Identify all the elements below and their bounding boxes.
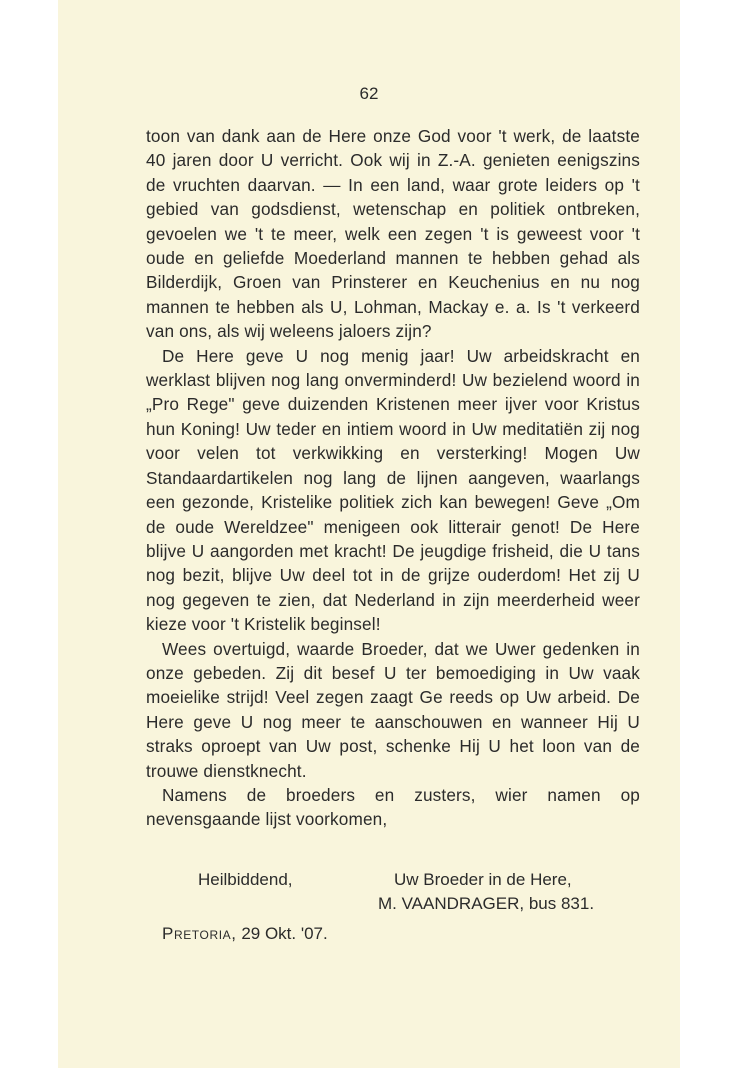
closing-salutation: Heilbiddend, — [198, 870, 293, 889]
letter-body — [146, 124, 640, 832]
sender-greeting: Uw Broeder in de Here, — [394, 870, 572, 889]
signature-block — [0, 870, 738, 920]
paragraph-3: Wees overtuigd, waarde Broeder, dat we Uwer gedenken in onze gebeden. Zij dit besef U ter bemoediging in Uw vaak moeielike strijd! Veel zegen zaagt Ge reeds op Uw arbeid. De Here geve U nog meer te aanschouwen en wanneer Hij U straks oproept van Uw post, schenke Hij U het loon van de trouwe dienstknecht. — [146, 638, 640, 781]
paragraph-1: toon van dank aan de Here onze God voor 't werk, de laatste 40 jaren door U verricht. Ook wij in Z.-A. genieten eenigszins de vruchten daarvan. — In een land, waar grote leiders op 't gebied van godsdienst, wetenschap en politiek ontbreken, gevoelen we 't te meer, welk een zegen 't is geweest voor 't oude en geliefde Moederland mannen te hebben gehad als Bilderdijk, Groen van Prinsterer en Keuchenius en nu nog mannen te hebben als U, Lohman, Mackay e. a. Is 't verkeerd van ons, als wij weleens jaloers zijn? — [146, 126, 640, 342]
page-number: 62 — [359, 84, 379, 103]
paragraph-4: Namens de broeders en zusters, wier namen op nevensgaande lijst voorkomen, — [146, 784, 640, 830]
place-date — [162, 924, 328, 944]
date: 29 Okt. '07. — [241, 924, 328, 943]
place: Pretoria, — [162, 924, 237, 943]
paragraph-2: De Here geve U nog menig jaar! Uw arbeidskracht en werklast blijven nog lang onverminderd! Uw bezielend woord in „Pro Rege" geve duizenden Kristenen meer ijver voor Kristus hun Koning! Uw teder en intiem woord in Uw meditatiën zij nog voor velen tot verkwikking en versterking! Mogen Uw Standaardartikelen nog lang de lijnen aangeven, waarlangs een gezonde, Kristelike politiek zich kan bewegen! Geve „Om de oude Wereldzee" menigeen ook litterair genot! De Here blijve U aangorden met kracht! De jeugdige frisheid, die U tans nog bezit, blijve Uw deel tot in de grijze ouderdom! Het zij U nog gegeven te zien, dat Nederland in zijn meerderheid weer kieze voor 't Kristelik beginsel! — [146, 345, 640, 635]
sender-name: M. VAANDRAGER, bus 831. — [378, 894, 595, 913]
